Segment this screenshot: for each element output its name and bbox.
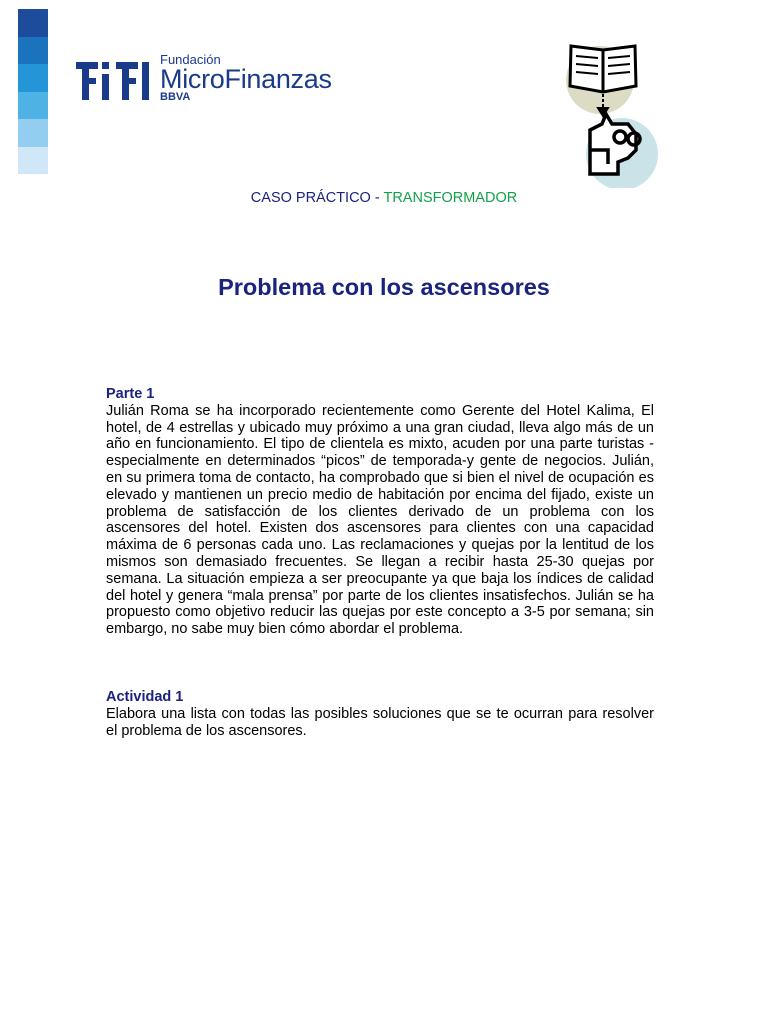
page-title: Problema con los ascensores [218, 274, 550, 300]
brand-line1: Fundación [160, 52, 221, 67]
stripe-block [18, 147, 48, 175]
case-type: TRANSFORMADOR [383, 190, 518, 206]
brand-line3: BBVA [160, 91, 191, 103]
stripe-block [18, 37, 48, 65]
case-prefix: CASO PRÁCTICO - [250, 190, 384, 206]
activity1-section [106, 689, 654, 739]
activity1-heading: Actividad 1 [106, 689, 184, 705]
part1-section [106, 386, 654, 638]
brand-logo-mark [76, 52, 156, 100]
part1-body: Julián Roma se ha incorporado recientemente como Gerente del Hotel Kalima, El hotel, de 4 estrellas y ubicado muy próximo a una gran ciudad, lleva algo más de un año en funcionamiento. El tipo de clientela es mixto, acuden por una parte turistas -especialmente en determinados “picos” de temporada-y gente de negocios. Julián, en su primera toma de contacto, ha comprobado que si bien el nivel de ocupación es elevado y mantienen un precio medio de habitación por encima del fijado, existe un problema de satisfacción de los clientes derivado de un problema con los ascensores del hotel. Existen dos ascensores para clientes con una capacidad máxima de 6 personas cada uno. Las reclamaciones y quejas por la lentitud de los mismos son demasiado frecuentes. Se llegan a recibir hasta 25-30 quejas por semana. La situación empieza a ser preocupante ya que baja los índices de calidad del hotel y genera “mala prensa” por parte de los clientes insatisfechos. Julián se ha propuesto como objetivo reducir las quejas por este concepto a 3-5 por semana; sin embargo, no sabe muy bien cómo abordar el problema. [106, 402, 654, 638]
brand-line2: MicroFinanzas [160, 64, 332, 94]
stripe-block [18, 64, 48, 92]
part1-heading: Parte 1 [106, 386, 155, 402]
color-stripe [18, 9, 48, 174]
stripe-block [18, 9, 48, 37]
activity1-body: Elabora una lista con todas las posibles soluciones que se te ocurran para resolver el problema de los ascensores. [106, 705, 654, 739]
book-head-illustration-icon [558, 38, 668, 188]
stripe-block [18, 119, 48, 147]
case-label [0, 190, 768, 206]
brand-text [160, 53, 332, 103]
stripe-block [18, 92, 48, 120]
